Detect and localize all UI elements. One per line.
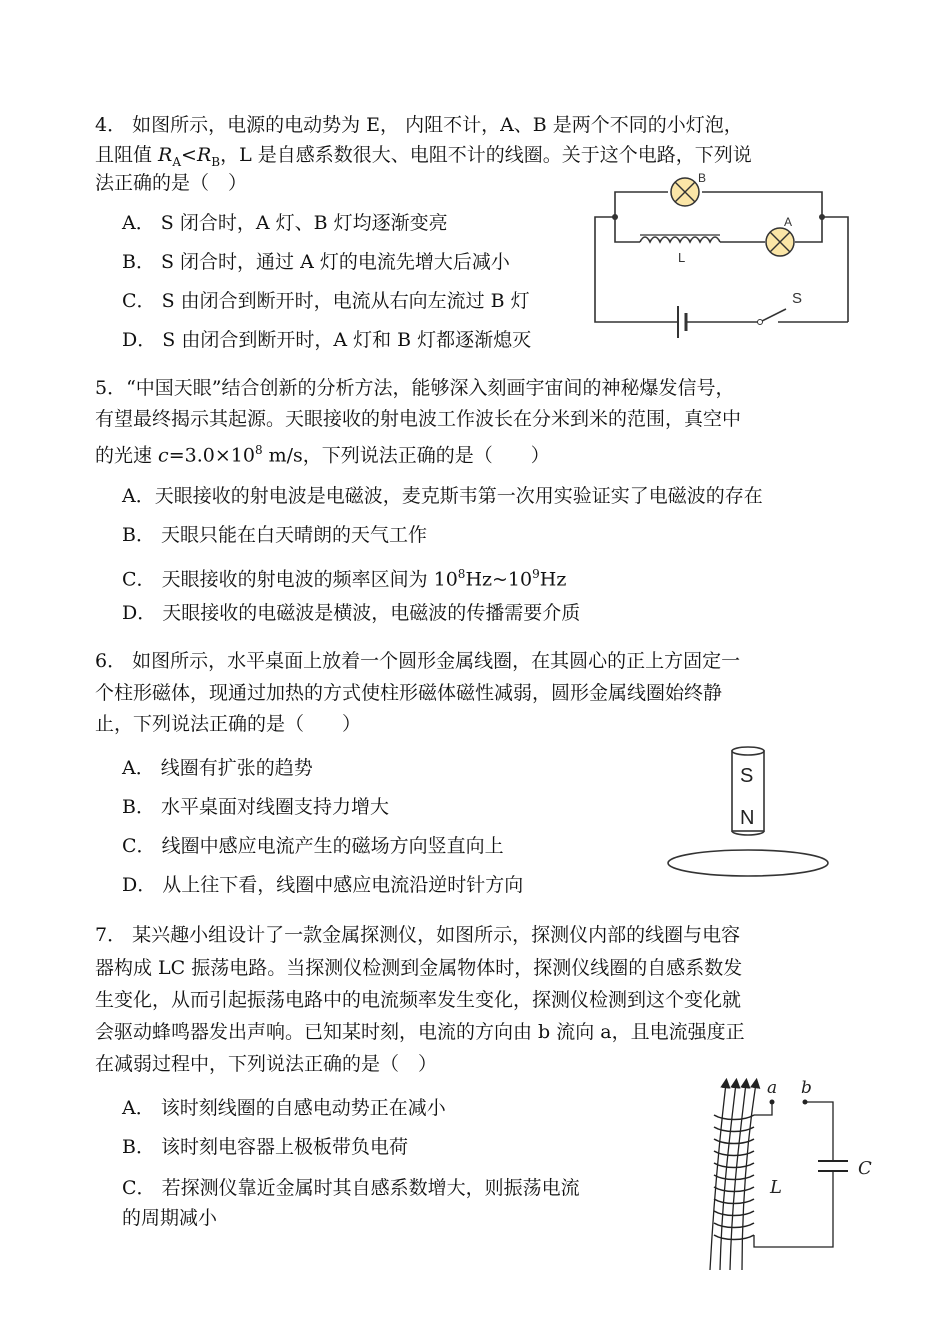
switch-s-label: S — [792, 290, 803, 307]
q7-option-b[interactable]: B． 该时刻电容器上极板带负电荷 — [122, 1136, 409, 1158]
q6-option-b[interactable]: B． 水平桌面对线圈支持力增大 — [122, 796, 390, 818]
terminal-b-label: b — [801, 1078, 812, 1098]
q6-option-c[interactable]: C． 线圈中感应电流产生的磁场方向竖直向上 — [122, 835, 504, 857]
q6-stem-line1: 6． 如图所示，水平桌面上放着一个圆形金属线圈，在其圆心的正上方固定一 — [95, 650, 741, 672]
q4-option-b[interactable]: B． S 闭合时，通过 A 灯的电流先增大后减小 — [122, 251, 510, 273]
q7-stem-line2: 器构成 LC 振荡电路。当探测仪检测到金属物体时，探测仪线圈的自感系数发 — [95, 957, 743, 979]
coil-l-label: L — [678, 250, 686, 265]
q4-stem-line2: 且阻值 $R_A<R_B$，L 是自感系数很大、电阻不计的线圈。关于这个电路，下列说 — [95, 144, 752, 169]
lamp-a-icon — [766, 228, 794, 256]
q7-option-a[interactable]: A． 该时刻线圈的自感电动势正在减小 — [122, 1097, 446, 1119]
q5-stem-line3: 的光速 $c=3.0\times 10^8$ m/s，下列说法正确的是（ ） — [95, 443, 550, 467]
q4-option-d[interactable]: D． S 由闭合到断开时，A 灯和 B 灯都逐渐熄灭 — [122, 329, 532, 351]
q5-option-d[interactable]: D． 天眼接收的电磁波是横波，电磁波的传播需要介质 — [122, 602, 581, 624]
q5-stem-line2: 有望最终揭示其起源。天眼接收的射电波工作波长在分米到米的范围，真空中 — [95, 408, 742, 430]
inductor-l-label: L — [770, 1177, 782, 1198]
pole-s-label: S — [740, 765, 754, 787]
q5-option-b[interactable]: B． 天眼只能在白天晴朗的天气工作 — [122, 524, 428, 546]
q7-lc-circuit-diagram — [700, 1075, 885, 1280]
q4-option-a[interactable]: A． S 闭合时，A 灯、B 灯均逐渐变亮 — [122, 212, 448, 234]
q4-stem-line3: 法正确的是（ ） — [95, 172, 248, 194]
q5-option-a[interactable]: A．天眼接收的射电波是电磁波，麦克斯韦第一次用实验证实了电磁波的存在 — [122, 485, 763, 507]
q6-option-a[interactable]: A． 线圈有扩张的趋势 — [122, 757, 313, 779]
pole-n-label: N — [740, 807, 755, 829]
q6-option-d[interactable]: D． 从上往下看，线圈中感应电流沿逆时针方向 — [122, 874, 524, 896]
q7-stem-line5: 在减弱过程中，下列说法正确的是（ ） — [95, 1053, 438, 1075]
q7-option-c[interactable]: C． 若探测仪靠近金属时其自感系数增大，则振荡电流 — [122, 1177, 580, 1199]
lamp-a-label: A — [784, 215, 793, 229]
q6-stem-line2: 个柱形磁体，现通过加热的方式使柱形磁体磁性减弱，圆形金属线圈始终静 — [95, 682, 723, 704]
q4-stem-line1: 4． 如图所示，电源的电动势为 E， 内阻不计，A、B 是两个不同的小灯泡， — [95, 114, 743, 136]
metal-ring-icon — [668, 850, 828, 876]
q7-stem-line3: 生变化，从而引起振荡电路中的电流频率发生变化，探测仪检测到这个变化就 — [95, 989, 742, 1011]
capacitor-c-label: C — [858, 1158, 872, 1179]
q6-magnet-coil-diagram — [660, 745, 835, 880]
q4-circuit-diagram — [590, 170, 855, 330]
q4-option-c[interactable]: C． S 由闭合到断开时，电流从右向左流过 B 灯 — [122, 290, 530, 312]
q7-stem-line1: 7． 某兴趣小组设计了一款金属探测仪，如图所示，探测仪内部的线圈与电容 — [95, 924, 741, 946]
lamp-b-icon — [671, 178, 699, 206]
q7-stem-line4: 会驱动蜂鸣器发出声响。已知某时刻，电流的方向由 b 流向 a，且电流强度正 — [95, 1021, 745, 1043]
q6-stem-line3: 止，下列说法正确的是（ ） — [95, 713, 362, 735]
lamp-b-label: B — [698, 171, 707, 185]
q5-option-c[interactable]: C． 天眼接收的射电波的频率区间为 $10^8Hz\sim 10^9Hz$ — [122, 567, 567, 591]
q5-stem-line1: 5．“中国天眼”结合创新的分析方法，能够深入刻画宇宙间的神秘爆发信号， — [95, 377, 735, 399]
q7-option-c-cont: 的周期减小 — [122, 1207, 218, 1229]
terminal-a-label: a — [767, 1078, 778, 1098]
